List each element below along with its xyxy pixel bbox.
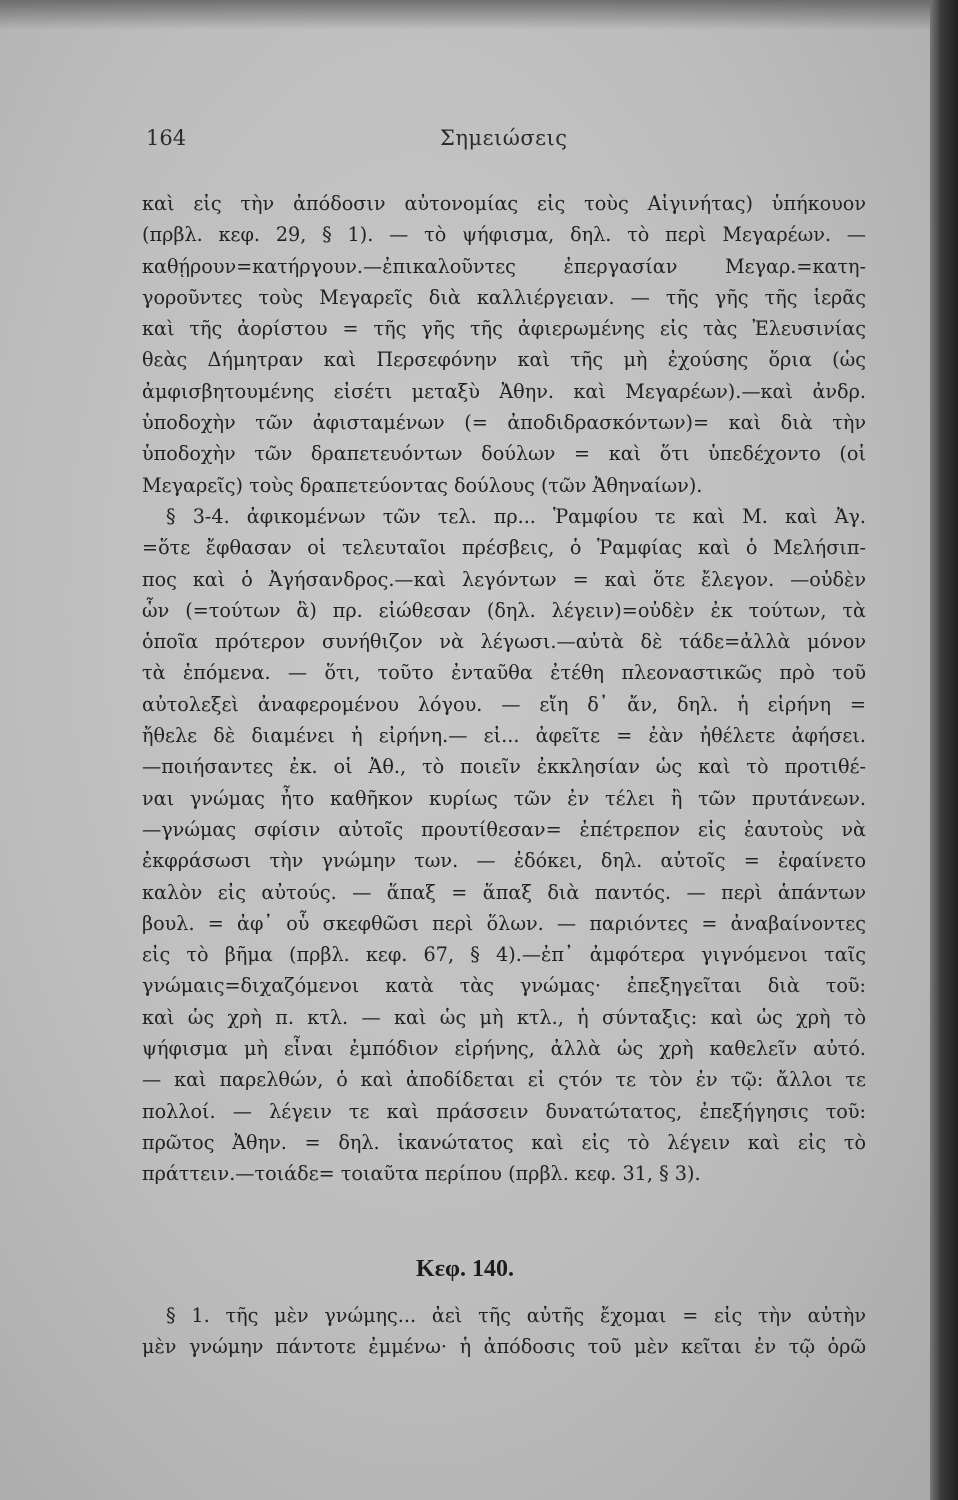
- scan-shadow: [0, 0, 930, 30]
- text-line: θεὰς Δήμητραν καὶ Περσεφόνην καὶ τῆς μὴ ἐχούσης ὅρια (ὡς: [142, 348, 866, 372]
- section-line: § 1. τῆς μὲν γνώμης... ἀεὶ τῆς αὐτῆς ἔχομαι = εἰς τὴν αὐτὴν: [166, 1304, 866, 1327]
- text-line: —γνώμας σφίσιν αὐτοῖς προυτίθεσαν= ἐπέτρεπον εἰς ἑαυτοὺς νὰ: [142, 817, 866, 841]
- text-line: ὁποῖα πρότερον συνήθιζον νὰ λέγωσι.—αὐτὰ δὲ τάδε=ἀλλὰ μόνον: [142, 630, 866, 654]
- text-line: καλὸν εἰς αὐτούς. — ἅπαξ = ἅπαξ διὰ παντός. — περὶ ἁπάντων: [142, 880, 866, 904]
- text-line: ἀμφισβητουμένης εἰσέτι μεταξὺ Ἀθην. καὶ Μεγαρέων).—καὶ ἀνδρ.: [142, 379, 866, 403]
- text-line: καθῄρουν=κατήργουν.—ἐπικαλοῦντες ἐπεργασίαν Μεγαρ.=κατη-: [142, 254, 866, 278]
- text-line: πρῶτος Ἀθην. = δηλ. ἱκανώτατος καὶ εἰς τὸ λέγειν καὶ εἰς τὸ: [142, 1130, 866, 1154]
- notes-text: [142, 188, 866, 1190]
- text-line: βουλ. = ἀφ᾽ οὗ σκεφθῶσι περὶ ὅλων. — παριόντες = ἀναβαίνοντες: [142, 911, 866, 935]
- text-line: ὑποδοχὴν τῶν δραπετευόντων δούλων = καὶ ὅτι ὑπεδέχοντο (οἱ: [142, 442, 866, 466]
- text-line: ὧν (=τούτων ἃ) πρ. εἰώθεσαν (δηλ. λέγειν)=οὐδὲν ἐκ τούτων, τὰ: [142, 598, 866, 622]
- text-line: ἐκφράσωσι τὴν γνώμην των. — ἐδόκει, δηλ. αὐτοῖς = ἐφαίνετο: [142, 849, 866, 873]
- text-line: ψήφισμα μὴ εἶναι ἐμπόδιον εἰρήνης, ἀλλὰ ὡς χρὴ καθελεῖν αὐτό.: [142, 1037, 866, 1061]
- text-line: μὲν γνώμην πάντοτε ἐμμένω· ἡ ἀπόδοσις τοῦ μὲν κεῖται ἐν τῷ ὁρῶ: [142, 1335, 866, 1359]
- running-title: Σημειώσεις: [440, 126, 568, 150]
- text-line: ἤθελε δὲ διαμένει ἡ εἰρήνη.— εἰ... ἀφεῖτε = ἐὰν ἠθέλετε ἀφήσει.: [142, 724, 866, 748]
- text-line: =ὅτε ἔφθασαν οἱ τελευταῖοι πρέσβεις, ὁ Ῥαμφίας καὶ ὁ Μελήσιπ-: [142, 536, 866, 560]
- page-number: 164: [146, 126, 187, 150]
- text-line: (πρβλ. κεφ. 29, § 1). — τὸ ψήφισμα, δηλ. τὸ περὶ Μεγαρέων. —: [142, 223, 866, 247]
- text-line: καὶ τῆς ἀορίστου = τῆς γῆς τῆς ἀφιερωμένης εἰς τὰς Ἐλευσινίας: [142, 317, 866, 341]
- text-line: Μεγαρεῖς) τοὺς δραπετεύοντας δούλους (τῶν Ἀθηναίων).: [142, 473, 703, 497]
- section-line: § 3-4. ἀφικομένων τῶν τελ. πρ... Ῥαμφίου τε καὶ Μ. καὶ Ἀγ.: [166, 504, 866, 528]
- text-line: τὰ ἑπόμενα. — ὅτι, τοῦτο ἐνταῦθα ἐτέθη πλεοναστικῶς πρὸ τοῦ: [142, 661, 866, 685]
- text-line: καὶ εἰς τὴν ἀπόδοσιν αὐτονομίας εἰς τοὺς Αἰγινήτας) ὑπήκουον: [142, 192, 866, 215]
- page-edge-shadow: [930, 0, 958, 1500]
- text-line: γοροῦντες τοὺς Μεγαρεῖς διὰ καλλιέργειαν. — τῆς γῆς τῆς ἱερᾶς: [142, 285, 866, 309]
- text-line: ὑποδοχὴν τῶν ἀφισταμένων (= ἀποδιδρασκόντων)= καὶ διὰ τὴν: [142, 411, 866, 435]
- text-line: ναι γνώμας ἦτο καθῆκον κυρίως τῶν ἐν τέλει ἢ τῶν πρυτάνεων.: [142, 786, 866, 810]
- text-line: καὶ ὡς χρὴ π. κτλ. — καὶ ὡς μὴ κτλ., ἡ σύνταξις: καὶ ὡς χρὴ τὸ: [142, 1005, 866, 1029]
- text-line: πράττειν.—τοιάδε= τοιαῦτα περίπου (πρβλ. κεφ. 31, § 3).: [142, 1162, 701, 1186]
- page-header: [0, 126, 930, 160]
- text-line: πος καὶ ὁ Ἀγήσανδρος.—καὶ λεγόντων = καὶ ὅτε ἔλεγον. —οὐδὲν: [142, 567, 866, 591]
- text-line: — καὶ παρελθών, ὁ καὶ ἀποδίδεται εἰ ςτόν τε τὸν ἐν τῷ: ἄλλοι τε: [142, 1068, 866, 1092]
- text-line: πολλοί. — λέγειν τε καὶ πράσσειν δυνατώτατος, ἐπεξήγησις τοῦ:: [142, 1099, 866, 1123]
- chapter-text: [142, 1300, 866, 1363]
- chapter-heading: Κεφ. 140.: [416, 1256, 514, 1282]
- text-line: γνώμαις=διχαζόμενοι κατὰ τὰς γνώμας· ἐπεξηγεῖται διὰ τοῦ:: [142, 974, 866, 998]
- text-line: —ποιήσαντες ἐκ. οἱ Ἀθ., τὸ ποιεῖν ἐκκλησίαν ὡς καὶ τὸ προτιθέ-: [142, 755, 866, 779]
- text-line: εἰς τὸ βῆμα (πρβλ. κεφ. 67, § 4).—ἐπ᾽ ἀμφότερα γιγνόμενοι ταῖς: [142, 943, 866, 967]
- text-line: αὐτολεξεὶ ἀναφερομένου λόγου. — εἴη δ᾽ ἄν, δηλ. ἡ εἰρήνη =: [142, 692, 866, 716]
